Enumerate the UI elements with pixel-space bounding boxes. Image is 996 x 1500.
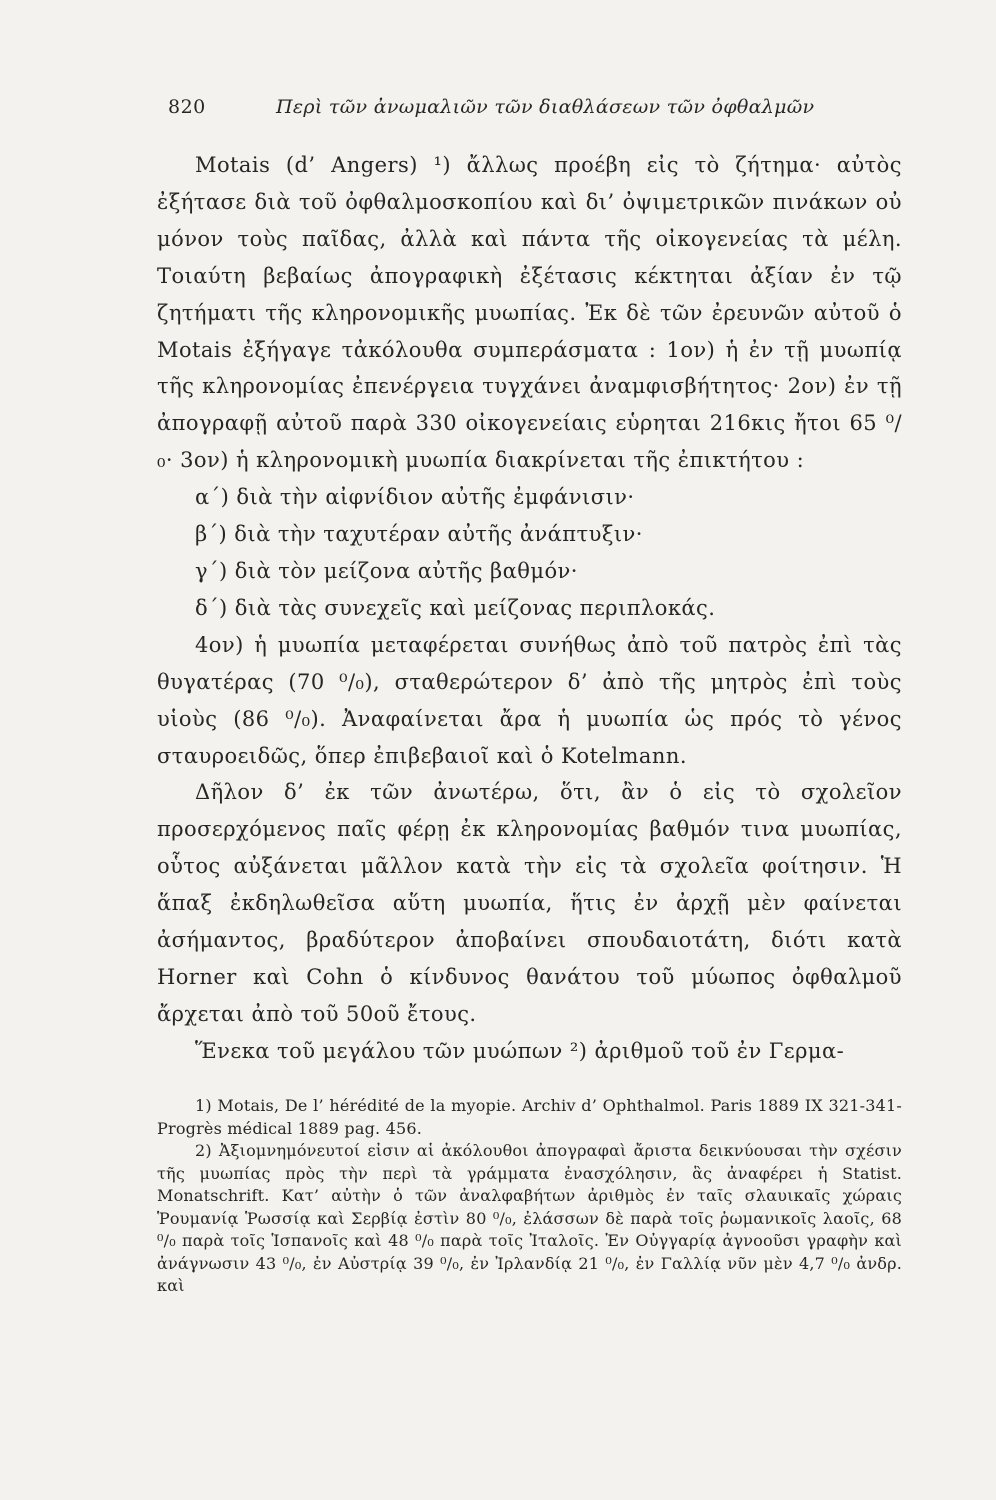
- list-item: β΄) διὰ τὴν ταχυτέραν αὐτῆς ἀνάπτυξιν·: [195, 522, 643, 547]
- footnote-2: 2) Ἀξιομνημόνευτοί εἰσιν αἱ ἀκόλουθοι ἀπογραφαὶ ἄριστα δεικνύουσαι τὴν σχέσιν τῆς μυωπίας πρὸς τὴν περὶ τὰ γράμματα ἐνασχόλησιν, ἃς ἀναφέρει ἡ Statist. Monatschrift. Κατ’ αὐτὴν ὁ τῶν ἀναλφαβήτων ἀριθμὸς ἐν ταῖς σλαυικαῖς χώραις Ῥουμανίᾳ Ῥωσσίᾳ καὶ Σερβίᾳ ἐστὶν 80 ⁰/₀, ἐλάσσων δὲ παρὰ τοῖς ῥωμανικοῖς λαοῖς, 68 ⁰/₀ παρὰ τοῖς Ἱσπανοῖς καὶ 48 ⁰/₀ παρὰ τοῖς Ἰταλοῖς. Ἐν Οὐγγαρίᾳ ἀγνοοῦσι γραφὴν καὶ ἀνάγνωσιν 43 ⁰/₀, ἐν Αὐστρίᾳ 39 ⁰/₀, ἐν Ἰρλανδίᾳ 21 ⁰/₀, ἐν Γαλλίᾳ νῦν μὲν 4,7 ⁰/₀ ἀνδρ. καὶ: [157, 1141, 902, 1295]
- list-item: γ΄) διὰ τὸν μείζονα αὐτῆς βαθμόν·: [195, 558, 578, 583]
- paragraph-germany-intro: Ἕνεκα τοῦ μεγάλου τῶν μυώπων ²) ἀριθμοῦ τοῦ ἐν Γερμα-: [195, 1038, 845, 1063]
- main-text: [157, 147, 902, 1070]
- list-item: δ΄) διὰ τὰς συνεχεῖς καὶ μείζονας περιπλοκάς.: [195, 595, 716, 620]
- paragraph-school-myopia: Δῆλον δ’ ἐκ τῶν ἀνωτέρω, ὅτι, ἂν ὁ εἰς τὸ σχολεῖον προσερχόμενος παῖς φέρῃ ἐκ κληρονομίας βαθμόν τινα μυωπίας, οὗτος αὐξάνεται μᾶλλον κατὰ τὴν εἰς τὰ σχολεῖα φοίτησιν. Ἡ ἅπαξ ἐκδηλωθεῖσα αὕτη μυωπία, ἥτις ἐν ἀρχῇ μὲν φαίνεται ἀσήμαντος, βραδύτερον ἀποβαίνει σπουδαιοτάτη, διότι κατὰ Horner καὶ Cohn ὁ κίνδυνος θανάτου τοῦ μύωπος ὀφθαλμοῦ ἄρχεται ἀπὸ τοῦ 50οῦ ἔτους.: [157, 780, 902, 1026]
- paragraph-motais-findings: Motais (d’ Angers) ¹) ἄλλως προέβη εἰς τὸ ζήτημα· αὐτὸς ἐξήτασε διὰ τοῦ ὀφθαλμοσκοπίου καὶ δι’ ὀψιμετρικῶν πινάκων οὐ μόνον τοὺς παῖδας, ἀλλὰ καὶ πάντα τῆς οἰκογενείας τὰ μέλη. Τοιαύτη βεβαίως ἀπογραφικὴ ἐξέτασις κέκτηται ἀξίαν ἐν τῷ ζητήματι τῆς κληρονομικῆς μυωπίας. Ἐκ δὲ τῶν ἐρευνῶν αὐτοῦ ὁ Motais ἐξήγαγε τἀκόλουθα συμπεράσματα : 1ον) ἡ ἐν τῇ μυωπίᾳ τῆς κληρονομίας ἐπενέργεια τυγχάνει ἀναμφισβήτητος· 2ον) ἐν τῇ ἀπογραφῇ αὐτοῦ παρὰ 330 οἰκογενείαις εὑρηται 216κις ἤτοι 65 ⁰/₀· 3ον) ἡ κληρονομικὴ μυωπία διακρίνεται τῆς ἐπικτήτου :: [157, 153, 902, 473]
- footnote-1: 1) Motais, De l’ hérédité de la myopie. Archiv d’ Ophthalmol. Paris 1889 IX 321-341-Progrès médical 1889 pag. 456.: [157, 1096, 902, 1138]
- footnotes: [157, 1095, 902, 1298]
- paragraph-heredity-transmission: 4ον) ἡ μυωπία μεταφέρεται συνήθως ἀπὸ τοῦ πατρὸς ἐπὶ τὰς θυγατέρας (70 ⁰/₀), σταθερώτερον δ’ ἀπὸ τῆς μητρὸς ἐπὶ τοὺς υἱοὺς (86 ⁰/₀). Ἀναφαίνεται ἄρα ἡ μυωπία ὡς πρός τὸ γένος σταυροειδῶς, ὅπερ ἐπιβεβαιοῖ καὶ ὁ Kotelmann.: [157, 632, 902, 768]
- running-title: Περὶ τῶν ἀνωμαλιῶν τῶν διαθλάσεων τῶν ὀφθαλμῶν: [276, 96, 815, 118]
- page-number: 820: [168, 96, 206, 118]
- list-item: α΄) διὰ τὴν αἰφνίδιον αὐτῆς ἐμφάνισιν·: [195, 485, 635, 510]
